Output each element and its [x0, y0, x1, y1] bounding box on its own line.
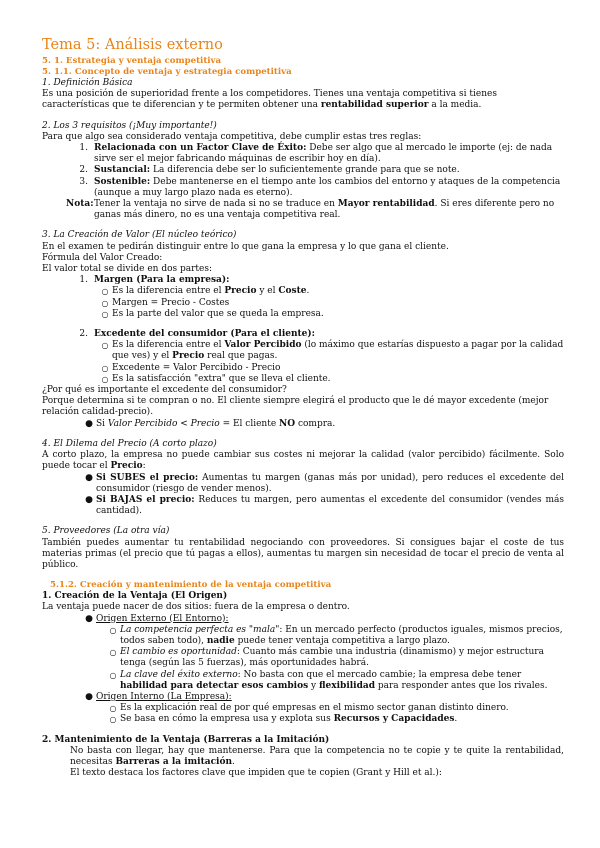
list-item: ● Origen Externo (El Entorno): — [85, 613, 229, 624]
list-item: ○ El cambio es oportunidad: Cuanto más cambie una industria (dinamismo) y mejor estructura tenga (según las 5 fuerzas), más oportunidades habrá. — [109, 647, 544, 669]
subheading-requisitos: 2. Los 3 requisitos (¡Muy importante!) — [42, 120, 217, 131]
list-item: ○ Es la explicación real de por qué empresas en el mismo sector ganan distinto dinero. — [109, 703, 509, 714]
requisitos-list — [42, 143, 564, 221]
list-item: ○ Se basa en cómo la empresa usa y explota sus Recursos y Capacidades. — [109, 714, 458, 725]
list-item: 3. Sostenible: Debe mantenerse en el tiempo ante los cambios del entorno y ataques de la competencia (aunque a muy largo plazo nada es eterno). — [79, 176, 561, 198]
list-item: ● Si Valor Percibido < Precio = El cliente NO compra. — [85, 418, 336, 429]
list-item: ○ Es la diferencia entre el Valor Percibido (lo máximo que estarías dispuesto a pagar por la calidad que ves) y el Precio real que pagas. — [101, 340, 564, 362]
list-item: ○ Es la parte del valor que se queda la empresa. — [101, 308, 324, 319]
paragraph: El texto destaca los factores clave que impiden que te copien (Grant y Hill et al.): — [70, 768, 442, 779]
list-item: ● Origen Interno (La Empresa): — [85, 691, 232, 702]
excedente-block: 2. Excedente del consumidor (Para el cliente): ○ Es la diferencia entre el Valor Percibido (lo máximo que estarías dispuesto a pagar por la calidad que ves) y el Precio real que pagas. ○ Excedente = Valor Percibido - Precio ○ Es la satisfacción "extra" que se lleva el cliente. — [79, 329, 564, 384]
list-item: ● Si BAJAS el precio: Reduces tu margen, pero aumentas el excedente del consumidor (vendes más cantidad). — [85, 494, 564, 517]
paragraph: El valor total se divide en dos partes: — [42, 264, 212, 275]
list-item: 1. Relacionada con un Factor Clave de Éxito: Debe ser algo que al mercado le importe (ej: de nada sirve ser el mejor fabricando máquinas de escribir hoy en día). — [79, 143, 553, 165]
list-item: ● Si SUBES el precio: Aumentas tu margen (ganas más por unidad), pero reduces el excedente del consumidor (riesgo de vender menos). — [85, 472, 564, 494]
note: Nota: Tener la ventaja no sirve de nada si no se traduce en Mayor rentabilidad. Si eres diferente pero no ganas más dinero, no es una ventaja competitiva real. — [66, 199, 555, 221]
section-heading-5-1-2: 5.1.2. Creación y mantenimiento de la ventaja competitiva — [50, 580, 332, 591]
document-page — [42, 36, 564, 779]
list-item: ○ Es la diferencia entre el Precio y el Coste. — [101, 286, 310, 297]
list-item: ○ Margen = Precio - Costes — [101, 297, 230, 308]
paragraph: Fórmula del Valor Creado: — [42, 252, 163, 263]
margen-block: 1. Margen (Para la empresa): ○ Es la diferencia entre el Precio y el Coste. ○ Margen = Precio - Costes ○ Es la parte del valor que se queda la empresa. — [42, 275, 564, 320]
subheading-creacion-valor: 3. La Creación de Valor (El núcleo teórico) — [42, 230, 237, 241]
paragraph: ¿Por qué es importante el excedente del consumidor? — [42, 385, 287, 396]
page-title: Tema 5: Análisis externo — [42, 37, 223, 53]
list-item: ○ Es la satisfacción "extra" que se lleva el cliente. — [101, 373, 331, 384]
paragraph-requisitos-intro: Para que algo sea considerado ventaja competitiva, debe cumplir estas tres reglas: — [42, 131, 422, 142]
paragraph: También puedes aumentar tu rentabilidad negociando con proveedores. Si consigues bajar el coste de tus materias primas (el precio que tú pagas a ellos), aumentas tu margen sin necesidad de tocar el precio de venta al público. — [42, 537, 564, 570]
subheading-creacion-ventaja: 1. Creación de la Ventaja (El Origen) — [42, 591, 228, 602]
list-item: ○ Excedente = Valor Percibido - Precio — [101, 362, 281, 373]
list-item: 2. Sustancial: La diferencia debe ser lo suficientemente grande para que se note. — [79, 165, 460, 176]
subheading-dilema: 4. El Dilema del Precio (A corto plazo) — [42, 438, 217, 449]
paragraph: No basta con llegar, hay que mantenerse. Para que la competencia no te copie y te quite la rentabilidad, necesitas Barreras a la imitación. — [70, 745, 564, 767]
paragraph: En el examen te pedirán distinguir entre lo que gana la empresa y lo que gana el cliente. — [42, 241, 449, 252]
list-item: ○ La competencia perfecta es "mala": En un mercado perfecto (productos iguales, mismos precios, todos saben todo), nadie puede tener ventaja competitiva a largo plazo. — [109, 624, 563, 646]
paragraph: Porque determina si te compran o no. El cliente siempre elegirá el producto que le dé mayor excedente (mejor relación calidad-precio). — [42, 396, 549, 418]
list-item: ○ La clave del éxito externo: No basta con que el mercado cambie; la empresa debe tener habilidad para detectar esos cambios y flexibilidad para responder antes que los rivales. — [109, 669, 548, 691]
section-heading-5-1: 5. 1. Estrategia y ventaja competitiva — [42, 56, 222, 66]
subheading-mantenimiento: 2. Mantenimiento de la Ventaja (Barreras a la Imitación) — [42, 734, 330, 745]
paragraph: A corto plazo, la empresa no puede cambiar sus costes ni mejorar la calidad (valor percibido) fácilmente. Solo puede tocar el Precio: — [42, 450, 564, 472]
paragraph: La ventaja puede nacer de dos sitios: fuera de la empresa o dentro. — [42, 602, 350, 613]
paragraph-definicion: Es una posición de superioridad frente a los competidores. Tienes una ventaja competitiva si tienes características que te diferencian y te permiten obtener una rentabilidad superior a la media. — [42, 89, 497, 111]
subheading-proveedores: 5. Proveedores (La otra vía) — [42, 526, 170, 537]
section-heading-5-1-1: 5. 1.1. Concepto de ventaja y estrategia competitiva — [42, 67, 292, 77]
subheading-definicion: 1. Definición Básica — [42, 78, 133, 88]
